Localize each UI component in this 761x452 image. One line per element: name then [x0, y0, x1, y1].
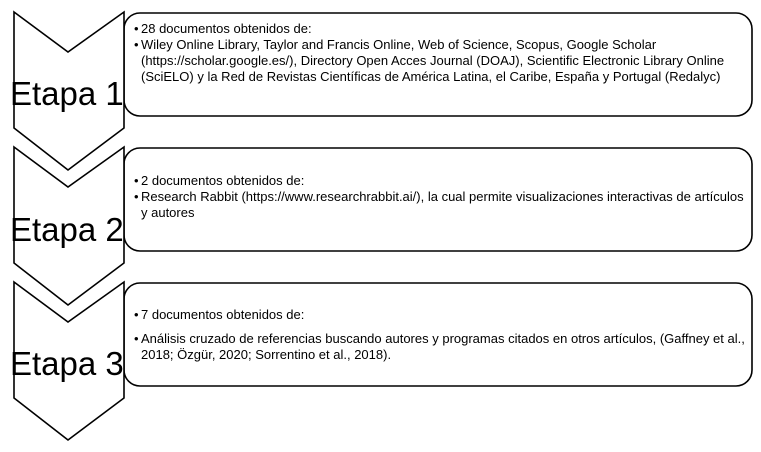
- stage-3-item-2: • Análisis cruzado de referencias buscando autores y programas citados en otros artículos, (Gaffney et al., 2018; Özgür, 2020; Sorrentino et al., 2018).: [134, 331, 746, 363]
- stage-3-item-1: • 7 documentos obtenidos de:: [134, 307, 746, 323]
- stage-1-item-2: • Wiley Online Library, Taylor and Francis Online, Web of Science, Scopus, Google Scholar (https://scholar.google.es/), Directory Open Acces Journal (DOAJ), Scientific Electronic Library Online (SciELO) y la Red de Revistas Científicas de América Latina, el Caribe, España y Portugal (Redalyc): [134, 37, 746, 85]
- stage-3-label: Etapa 3: [10, 345, 124, 382]
- stage-2-label: Etapa 2: [10, 211, 124, 248]
- stage-2-item-2: • Research Rabbit (https://www.researchrabbit.ai/), la cual permite visualizaciones interactivas de artículos y autores: [134, 189, 746, 221]
- stage-1-item-1: • 28 documentos obtenidos de:: [134, 21, 746, 37]
- stage-3-text: [134, 307, 746, 363]
- stage-1-label: Etapa 1: [10, 75, 124, 112]
- stage-2-text: [134, 173, 746, 221]
- stage-1-text: [134, 21, 746, 85]
- stage-2-item-1: • 2 documentos obtenidos de:: [134, 173, 746, 189]
